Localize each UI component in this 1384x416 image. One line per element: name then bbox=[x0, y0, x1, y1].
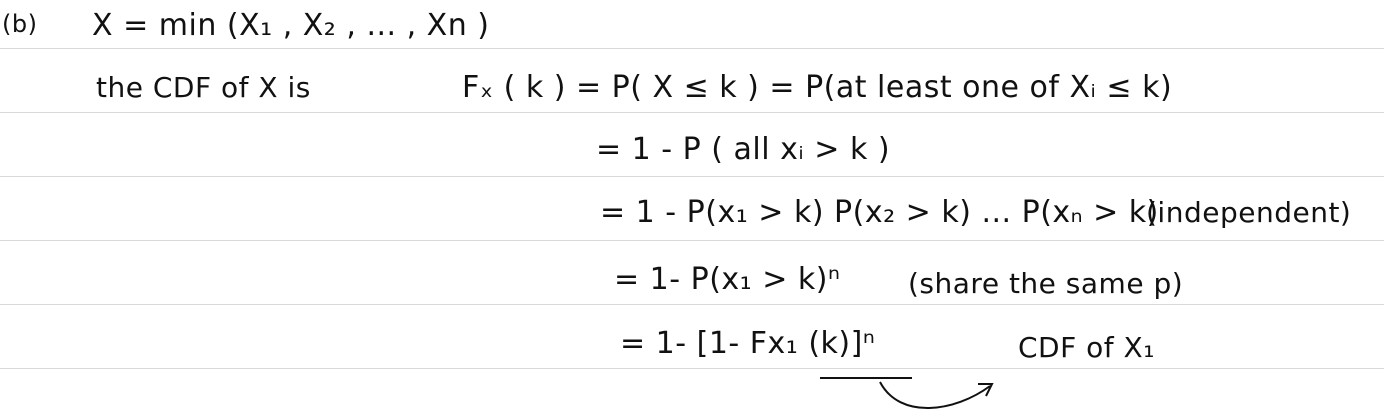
step-power: = 1- P(x₁ > k)ⁿ bbox=[614, 262, 841, 297]
step-final: = 1- [1- Fx₁ (k)]ⁿ bbox=[620, 326, 876, 361]
independence-note: (independent) bbox=[1146, 196, 1352, 229]
definition-line: X = min (X₁ , X₂ , ... , Xn ) bbox=[92, 8, 490, 43]
step-complement: = 1 - P ( all xᵢ > k ) bbox=[596, 132, 891, 167]
part-label: (b) bbox=[2, 10, 38, 38]
same-distribution-note: (share the same p) bbox=[908, 267, 1184, 300]
step-product: = 1 - P(x₁ > k) P(x₂ > k) ... P(xₙ > k) bbox=[600, 195, 1159, 230]
cdf-definition: Fₓ ( k ) = P( X ≤ k ) = P(at least one of Xᵢ ≤ k) bbox=[462, 70, 1173, 105]
cdf-label: CDF of X₁ bbox=[1018, 331, 1155, 364]
cdf-intro: the CDF of X is bbox=[96, 71, 311, 104]
curved-arrow bbox=[880, 382, 990, 408]
